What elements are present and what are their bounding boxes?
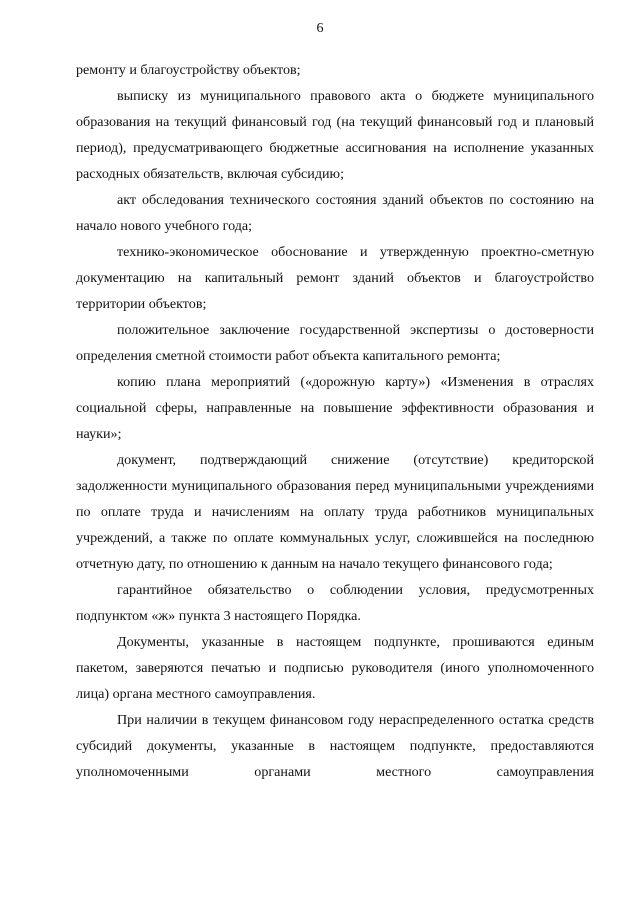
paragraph-inspection-act: акт обследования технического состояния зданий объектов по состоянию на начало нового учебного года;	[76, 192, 594, 234]
paragraph-guarantee-obligation: гарантийное обязательство о соблюдении условия, предусмотренных подпунктом «ж» пункта 3 настоящего Порядка.	[76, 582, 594, 624]
page-number: 6	[316, 21, 324, 36]
paragraph-documents-binding: Документы, указанные в настоящем подпункте, прошиваются единым пакетом, заверяются печатью и подписью руководителя (иного уполномоченного лица) органа местного самоуправления.	[76, 634, 594, 702]
paragraph-budget-extract: выписку из муниципального правового акта о бюджете муниципального образования на текущий финансовый год (на текущий финансовый год и плановый период), предусматривающего бюджетные ассигнования на исполнение указанных расходных обязательств, включая субсидию;	[76, 88, 594, 182]
paragraph-feasibility-study: технико-экономическое обоснование и утвержденную проектно-сметную документацию на капитальный ремонт зданий объектов и благоустройство территории объектов;	[76, 244, 594, 312]
paragraph-roadmap-copy: копию плана мероприятий («дорожную карту») «Изменения в отраслях социальной сферы, направленные на повышение эффективности образования и науки»;	[76, 374, 594, 442]
paragraph-repair-continuation: ремонту и благоустройству объектов;	[76, 62, 301, 78]
document-body	[76, 57, 594, 785]
paragraph-unallocated-balance: При наличии в текущем финансовом году нераспределенного остатка средств субсидий документы, указанные в настоящем подпункте, предоставляются уполномоченными органами местного самоуправления	[76, 712, 594, 780]
paragraph-state-expertise: положительное заключение государственной экспертизы о достоверности определения сметной стоимости работ объекта капитального ремонта;	[76, 322, 594, 364]
paragraph-debt-reduction-document: документ, подтверждающий снижение (отсутствие) кредиторской задолженности муниципального образования перед муниципальными учреждениями по оплате труда и начислениям на оплату труда работников муниципальных учреждений, а также по оплате коммунальных услуг, сложившейся на последнюю отчетную дату, по отношению к данным на начало текущего финансового года;	[76, 452, 594, 572]
